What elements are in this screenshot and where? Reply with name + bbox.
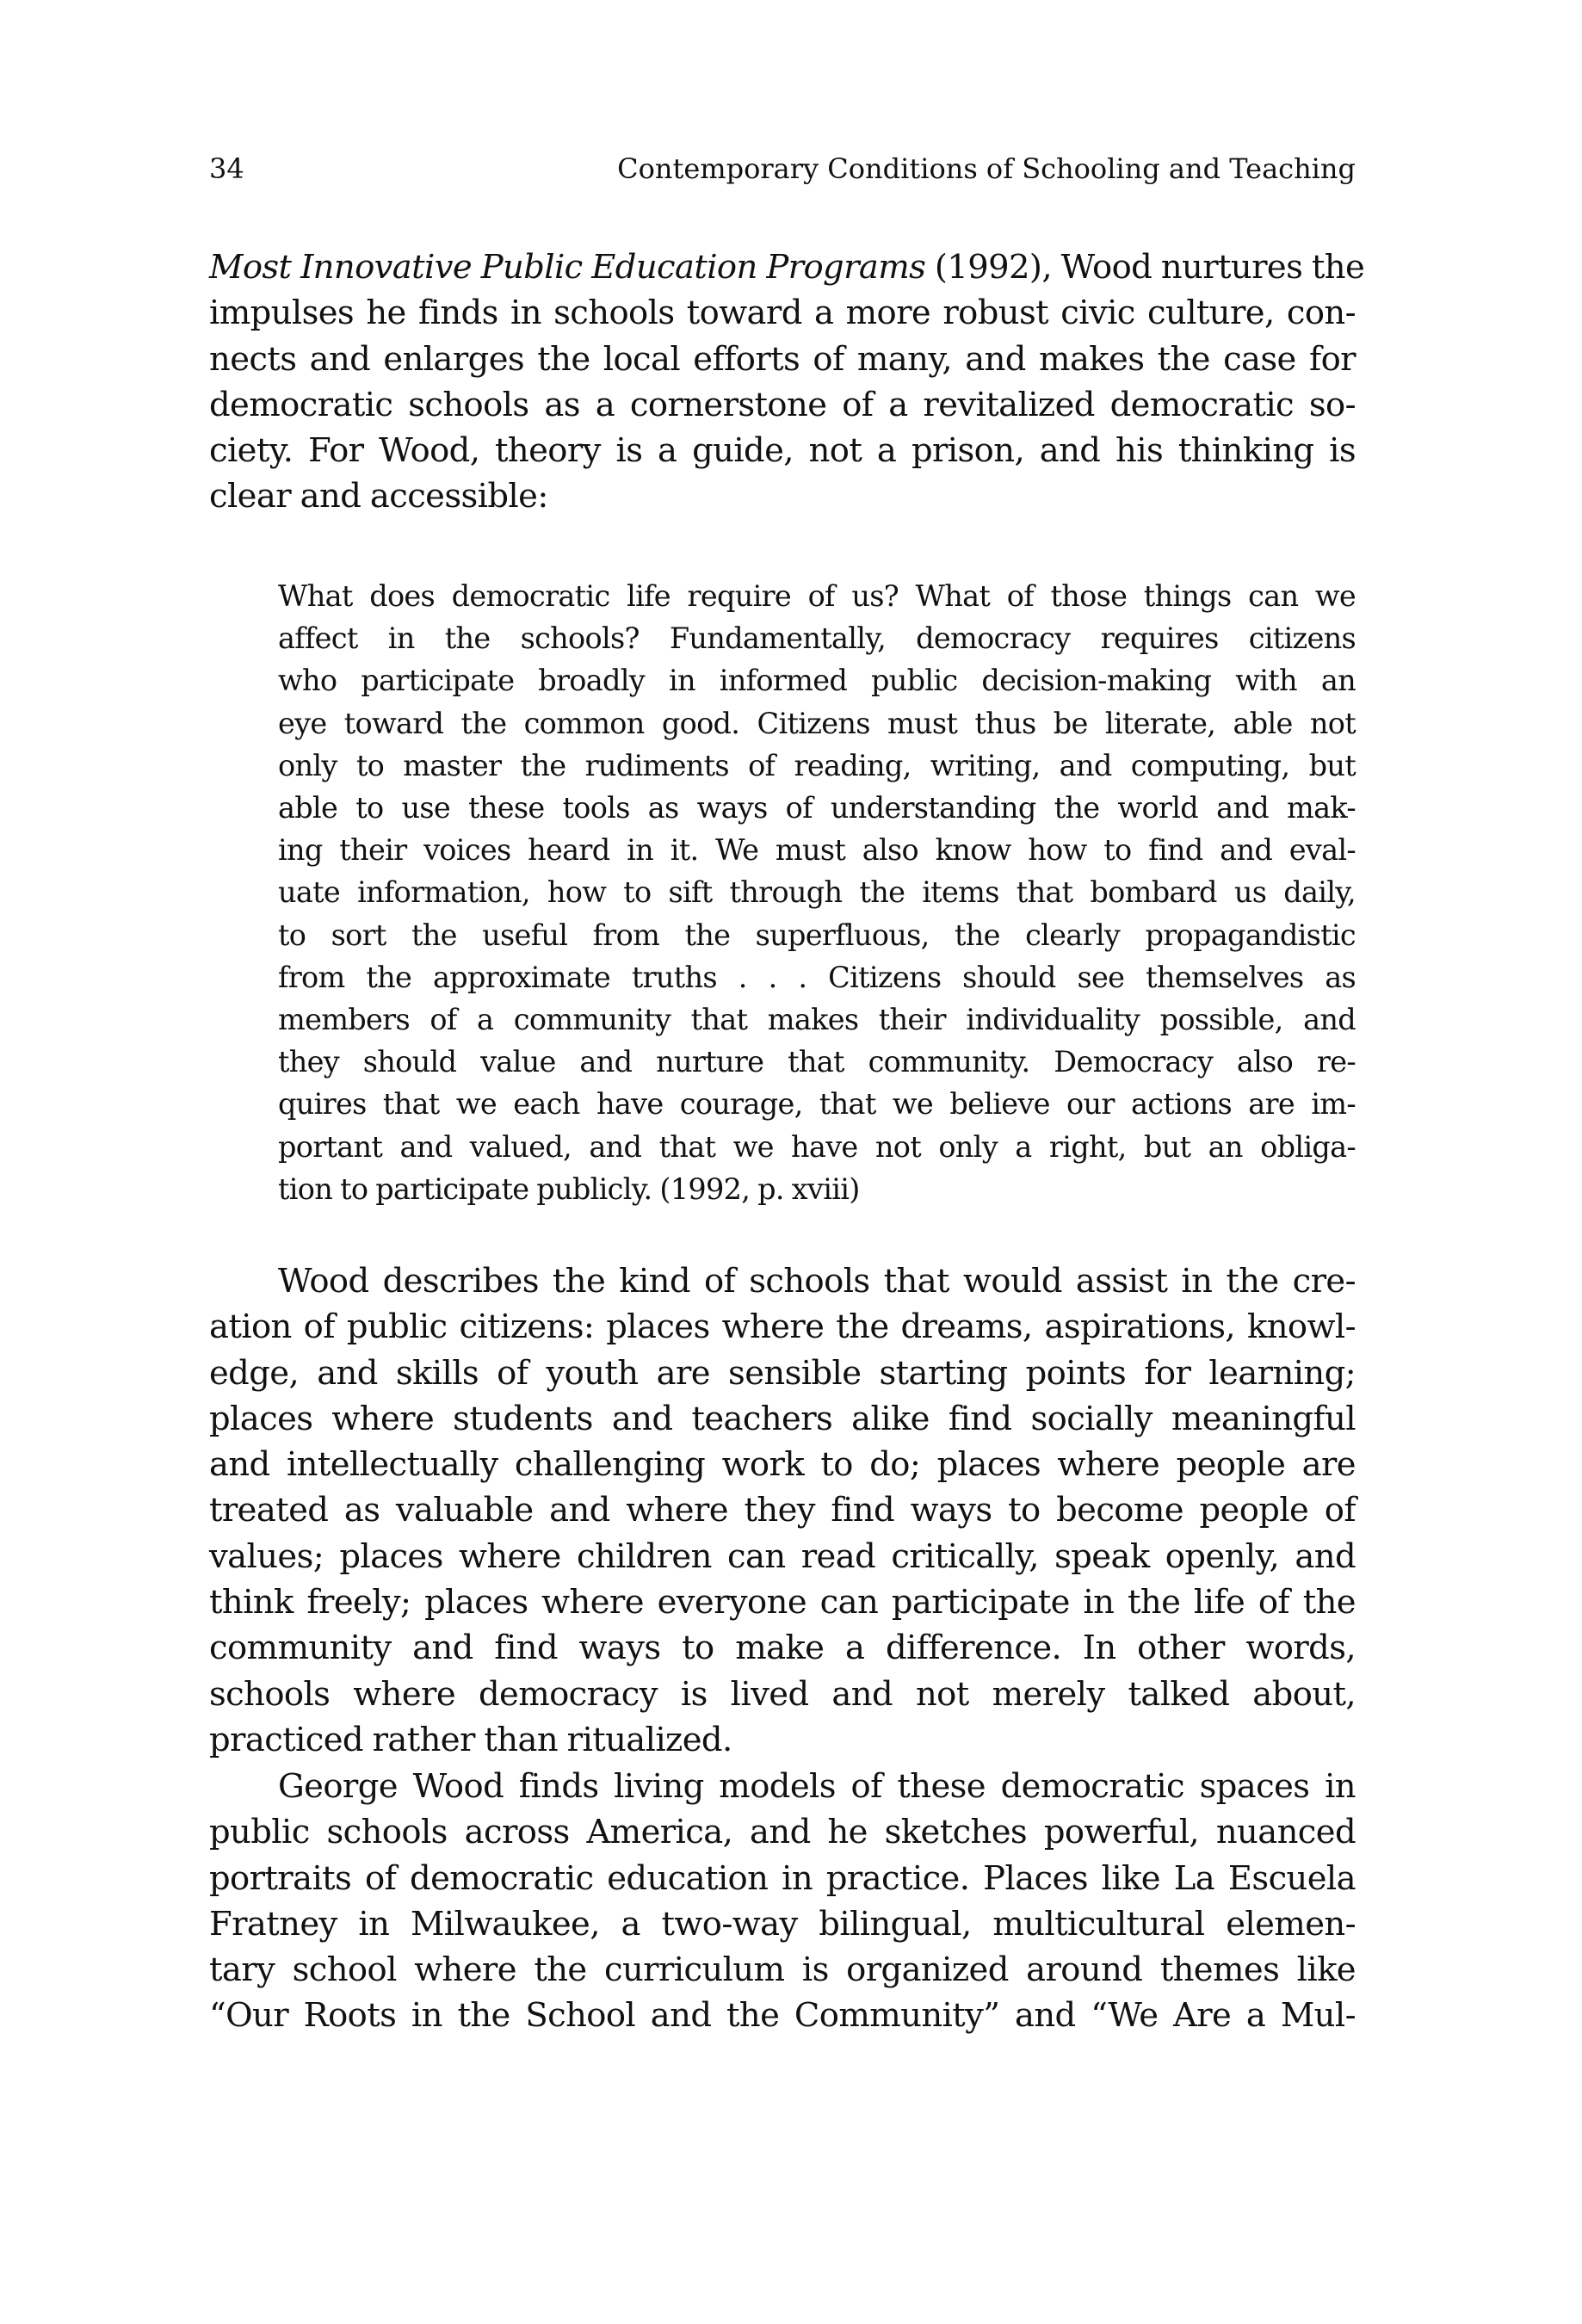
- text-line: democratic schools as a cornerstone of a revitalized democratic so-: [209, 385, 1356, 424]
- text-line: Wood describes the kind of schools that would assist in the cre-: [278, 1262, 1356, 1301]
- page-number: 34: [209, 152, 244, 185]
- paragraph-2: [209, 1258, 1356, 1763]
- paragraph-3: [209, 1764, 1356, 2039]
- text-line: tary school where the curriculum is organized around themes like: [209, 1950, 1356, 1990]
- text-line: Most Innovative Public Education Programs (1992), Wood nurtures the: [209, 248, 1365, 287]
- quote-line: they should value and nurture that community. Democracy also re-: [278, 1045, 1356, 1079]
- quote-line: uate information, how to sift through the items that bombard us daily,: [278, 875, 1356, 910]
- quote-line: ing their voices heard in it. We must also know how to find and eval-: [278, 833, 1356, 868]
- quote-line: who participate broadly in informed public decision-making with an: [278, 664, 1356, 698]
- quote-line: quires that we each have courage, that we believe our actions are im-: [278, 1087, 1356, 1122]
- quote-line: affect in the schools? Fundamentally, democracy requires citizens: [278, 621, 1356, 656]
- text-line: values; places where children can read critically, speak openly, and: [209, 1536, 1356, 1576]
- text-line: practiced rather than ritualized.: [209, 1720, 732, 1759]
- paragraph-1: [209, 244, 1365, 520]
- quote-line: members of a community that makes their individuality possible, and: [278, 1003, 1356, 1037]
- quote-line: tion to participate publicly. (1992, p. xviii): [278, 1171, 860, 1206]
- quote-line: What does democratic life require of us? What of those things can we: [278, 579, 1356, 613]
- text-line: public schools across America, and he sketches powerful, nuanced: [209, 1813, 1356, 1852]
- text-line: edge, and skills of youth are sensible starting points for learning;: [209, 1353, 1356, 1393]
- text-line: clear and accessible:: [209, 477, 548, 516]
- text-line: ciety. For Wood, theory is a guide, not a prison, and his thinking is: [209, 431, 1356, 471]
- text-line: and intellectually challenging work to do; places where people are: [209, 1445, 1356, 1485]
- text-line: ation of public citizens: places where the dreams, aspirations, knowl-: [209, 1307, 1356, 1347]
- text-line: Fratney in Milwaukee, a two-way bilingual, multicultural elemen-: [209, 1904, 1356, 1944]
- text-line: think freely; places where everyone can participate in the life of the: [209, 1583, 1356, 1622]
- running-title: Contemporary Conditions of Schooling and Teaching: [617, 152, 1356, 185]
- quote-line: to sort the useful from the superfluous, the clearly propagandistic: [278, 918, 1356, 952]
- text-line: community and find ways to make a difference. In other words,: [209, 1629, 1356, 1668]
- quote-line: portant and valued, and that we have not only a right, but an obliga-: [278, 1129, 1356, 1164]
- block-quote: [278, 575, 1356, 1210]
- text-line: George Wood finds living models of these democratic spaces in: [278, 1767, 1356, 1806]
- running-header: [209, 151, 1356, 186]
- quote-line: only to master the rudiments of reading, writing, and computing, but: [278, 748, 1356, 782]
- text-line: treated as valuable and where they find ways to become people of: [209, 1491, 1356, 1530]
- text-line: impulses he finds in schools toward a more robust civic culture, con-: [209, 294, 1356, 333]
- quote-line: from the approximate truths . . . Citizens should see themselves as: [278, 960, 1356, 994]
- text-line: schools where democracy is lived and not merely talked about,: [209, 1674, 1356, 1714]
- text-line: places where students and teachers alike find socially meaningful: [209, 1399, 1356, 1438]
- text-line: nects and enlarges the local efforts of many, and makes the case for: [209, 339, 1356, 379]
- quote-line: eye toward the common good. Citizens must thus be literate, able not: [278, 706, 1356, 740]
- book-title: Most Innovative Public Education Programs: [209, 248, 926, 287]
- text-line: portraits of democratic education in practice. Places like La Escuela: [209, 1858, 1356, 1898]
- text-line: “Our Roots in the School and the Community” and “We Are a Mul-: [209, 1996, 1356, 2036]
- quote-line: able to use these tools as ways of understanding the world and mak-: [278, 791, 1356, 825]
